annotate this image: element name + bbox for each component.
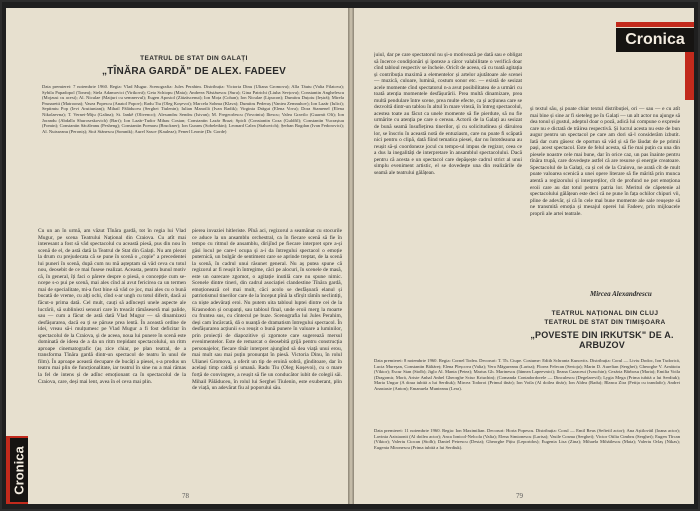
page-number-right: 79 [516,492,523,500]
article-column-3: juiul, dar pe care spectatorul nu și-o motivează pe dată sau e obligat să încerce condiționări și ipoteze a căror valabilitate o verifică doar cînd tabloul respectiv se încheie. Oricît de aceea, că cu toată agitația și contribuția maximă a elementelor și artelor ajutătoare ale scenei — muzică, culoare, lumină, costum sonor etc. — există de sesizat acele momente cînd spectatorul n-a avut posibilitatea de a urmări cu toată atenția momentele desfășurării. Prea multă dinamizare, prea multă pendulare între scene, prea multe efecte, ca și acțiunea care se dezvoltă dintr-un tablou în altul în mare viteză, în întreg spectacolul, acestea toate au făcut ca unele momente să fie pierdute, să nu fie urmărite cu atenția pe care o cereau. Actorii de la Galați au sesizat de bună seamă însuflețirea tinerilor, și cu solicitudinea și dăruirea lor, se înscriu în această notă de entuziasm, care nu poate fi scăpată nici pentru o clipă, dată fiind tematica piesei, dar nu întotdeauna au reușit să-și coordoneze jocul cu tempo-ul impus de regizor, ceea ce a dus la inegalități de interpretare în ansamblul spectacolului. Dacă pentru că acesta e un spectacol care depășește cadrul strict al unui simplu eveniment artistic, el se dovedește una din realizările de seamă ale teatrului gălățean. [374,52,522,176]
article-column-1: Cu un an în urmă, am văzut Tînăra gardă, tot în regia lui Vlad Mugur, pe scena Teatrului Național din Craiova. Cu atît mai interesant a fost să văd spectacolul cu această piesă, pus din nou în scenă de el, de astă dată la Teatrul de Stat din Galați. Nu am plecat la drum cu prejudecata că se pune în scenă o „copie" a precedentei lui puneri în scenă, după cum nu mă așteptam să văd ceva cu totul nou, deosebit de ce mai fusese realizat. Aceasta, pentru bunul motiv că, în general, îți faci o părere despre o piesă, o concepție cum se-ncepe s-o pui pe scenă, mai ales cînd ai avut fericirea ca un termen mai de specialitate, mi-a fost bine să văd ce joc, mai ales cu o bună bucată de vreme, cu alți ochi, cînd s-ar ungh cu totul diferit, dacă ai făcut-o prima dată. Cel mult, cauți să adîncești unele aspecte ale lucrării, să subliniezi sensuri care în treacăt rămăseseră mai palide, sau — cum a făcut de astă dată Vlad Mugur — să dinamizezi desfășurarea, dacă ea ți se păruse prea lentă. În această ordine de idei, vreau să-i mulțumesc pe Vlad Mugur a fi fost deficitar în spectacolul de la Craiova, și de aceea, noua lui punere în scenă este dominată de ideea de a da un ritm trepidant spectacolului, un ritm aproape cinematografic (aș zice chiar, pe plan teatral, de a transforma Tînăra gardă dintr-un spectacol de teatru în unul de film). În aproape această decupare de bucăți a piesei, s-a produs un teatru mai plin de funcționalitate, iar teatrul în sine nu a mai rămas la fel de intens și de adînc emoționant ca în spectacolul de la Craiova, care, deși mai lent, avea în el ceva mai plin. [38,228,186,385]
section-label [10,438,28,502]
section-tab-right [685,52,694,100]
article-column-4: și textul său, și poate chiar textul distribuției, ori — sau — e cu atît mai bine și sine ar fi sieteleg pe în Galați — un alt actor nu ajunge să dea tonul și gustul, adeptul doar o poză, adică lui compune o expresie care nu e dictată de trăirea respectivă. Și lucrul acesta nu este de bun augur pentru un spectacol pe care am dori să-l considerăm izbutit. Iată dar cum găsesc de oportun să văd și să fie lăudat de pe primii pași, acest spectacol. Este de felul acesta, să fie mai puțin ca una din piesele noastre cele mai bune, dar în orice caz, un pas înainte pentru tînăra trupă, care dovedește astfel că are resurse și energie creatoare. Spectacolul de la Galați, ca și cel de la Craiova, ne arată cît de mult poate valoarea scenică a unei opere literare să fie mărită prin munca atentă a regizorului și interpreților, cît de profund ne pot emoționa eroii care au dat totul pentru patria lor. Meritul de căpetenie al spectacolului gălățean este deci că ne pune în fața ochilor chipuri vii, pline de adevăr, și că în cele mai bune momente ale sale reușește să ne transmită emoția și mesajul operei lui Fadeev, prin mijloacele proprii ale artei teatrale. [530,106,680,217]
theatre-heading-timisoara: TEATRUL DE STAT DIN TIMIȘOARA [544,319,666,326]
cast-credits: Data premierei: 7 noiembrie 1960. Regia: Vlad Mugur. Scenografia: Jules Perahim. Distribuția: Victoria Dinu (Uliana Gromova); Alla Tăutu (Valia Filatova); Sybila Papadopol (Tonea); Stela Adamovici (Viriková); Geta Schiopu (Maia); Andreea Năstăsescu (Sura); Gina Patrichi (Liuba Sevțova); Constantin Anghelescu (Mojzusi cu acest); Al. Niculae (Maijuri cu semnervul); Eugen Apostol (Zăizăscenut); Ion Moța (Cohan); Ion Niculae (Lipucon); Dumitru Duțoiu (Ieșiră); Mirela Prunaretti (Matroona); Vasea Popescu (Anatol Popov); Radu Tiu (Oleg Koșevoi); Marcela Sohma (Klava); Dumitru Pederaș (Vaniea Zemnuhov); Ion Lazăr (Iulici); Septimiu Pop (Ievi Arutiunianț); Mihail Pălăduceu (Serghei Tiulenin); Iulian Manoilă (Ivan Radik); Virginia Drăgut (Elena Vova); Dora Stamenel (Elena Nikolaevna); T. Vernei-Miju (Galina); St. Iankě (Olivenco); Alexandru Sendru (Istvan); M. Fregeorlescu (Vovotniu) Iliescu; Valea Gravilo (Guarnit Olt); Ion Jorandu (Abdalla Shuroseskovich) (Bart); Ion Lazăr-Tudor Mihau Costan; Constantin Lazăr Brazi; Spicli (Constantin Coza (Guldfil); Constantin Vucrașiuu (Fomin); Constantin Săcăleanu (Pesheng); Constantin Poenaru (Bruckner); Ion Gurans (Sobeletkin); Leonard Calea (Stahovich); Șerban Bogdan (Ivan Fedorovici); Al. Nuisseanu (Peroniș); Sică Stănescu (Somnik); Aurel Sasce (Kauleaz); Fenerl Leonte (Dr. Gorde) [42,84,344,134]
section-band-right [616,22,694,27]
right-page [354,8,694,504]
article-column-2: pierea invaziei hitleriste. Pînă aci, regizorul a seamănat cu stocurile ce aduce la un ansamblu orchestral, ca în fiecare scenă să fie în tempo cu ritmul de ansamblu, dirijînd pe fiecare interpret spre a-și găsi locul pe care-l ocupa și a-i da întregului spectacol o emoție puternică, un bulgăr de sentiment care se aprinde treptat, de la scenă la scenă, în cadrul unui răsunet general. Nu aș putea spune că regizorul ar fi reușit în întregime, căci pe alocuri, în scenele de masă, este un oarecare zgomot, o agitație inutilă care nu spune nimic. Scenele dintre tineri, din cadrul asociației clandestine Tînăra gardă, emoționează cel mai mult, căci acolo se desfășoară elanul și patriotismul tinerilor care de la început pînă la sfîrșit rămîn neclintiți, ca niște adevărați eroi. Nu putem uita tabloul luptei dintre cei de la Krasnodon și ocupanți, sau tabloul final, unde eroii merg la moarte cu fruntea sus, cu cîntecul pe buze. Scenografia lui Jules Perahim, deși cam încărcată, dă o nuanță de dramatism întregului spectacol. În desfășurarea acțiunii s-a reușit o bună punere în valoare a luminilor, prin proiecții de diapozitive și zgomote care sugerează mersul evenimentelor. Este de remarcat o deosebită grijă pentru construcția personajelor, fiecare tînăr interpret ajungînd să dea viață unui erou, mai mult sau mai puțin pronunțat în piesă. Victoria Dinu, în rolul Ulianei Gromova, a oferit un tip de eroină sobră, gînditoare, dar în același timp caldă și umană. Radu Tiu (Oleg Koșevoi), cu o mare forță de convingere, a reușit să fie un conducător iubit de colegii săi. Mihail Pălăduceu, în rolul lui Serghei Tiulenin, este exuberant, plin de viață, un adevărat fiu al poporului său. [192,228,342,392]
section-label-text: Cronica [11,445,27,495]
section-label-right: Cronica [616,28,694,52]
page-number: 78 [182,492,189,500]
cast-credits-cluj: Data premierei: 8 noiembrie 1960. Regia: Cornel Todea. Decoruri: T. Th. Ciupe. Costume: Edith Schrantz Kunovits. Distribuția: Corul — Liviu Dodoc, Ion Tudorică, Lucia Mureșan, Constantin Băltăreț; Elena Pleșcova (Valia); Vera Măgureanu (Larisa); Florea Felecan (Serioja); Marin D. Aurelian (Serghei); Gheorghe V. Arnătoiu (Viktor); Escur Stan (Stolb); Jiglo Al. Manta (Petea); Marius Gh. Marinescu (Iúnnea Lapeevnici); Ileana Cazaceui (Ivaschin); Cezăria Bârbosu (Maria); Emilia Voila (Dragomir, Moră, Ariste Anhal Anhel Gheorghe Sciur Kriuchin); (Comanda Contadordorele — Dinculescu (Degelarevil); Lygia Mega (Prima iubită a lui Serdiuk); Maria Ungur (A doua iubită a lui Serdiuk); Mircea Todoroi (Primul tînăr); Ion Voila (Al doilea tînăr); Ion Aldea (Radu); Blanca Zira (Fetița cu trandafir); Andrei Anastasie (Anton); Emanuela Munteanu (Lera). [374,358,680,391]
article-title: „TÎNĂRA GARDĂ" DE ALEX. FADEEV [102,66,286,77]
author-signature: Mircea Alexandrescu [590,290,652,298]
left-page [6,8,348,504]
magazine-spread [2,2,698,509]
cast-credits-timisoara: Data premierei: 11 noiembrie 1960. Regia: Ion Maximilian. Decoruri: Horia Popescu. Distribuția: Corul — Emil Reus (Sefteiil actor); Ana Aștilovăil (Ioana actor); Lavinia Azistaonit (Al doilea actor); Anca Ionicol-Nelcola (Valia); Elena Simionescu (Larisa); Vasile Cosma (Serghei); Victor Otilia Cimbru (Serghei); Eugen Tîrcan (Viktor); Valeriu Ciocan (Stolb); Daniel Petrescu (Desta); Gheorghe Pițiu (Leporidos); Eugenia Lisa (Zina); Mihaela Mihăilescu (Maia); Valeriu Orlaș (Nikas); Eugenia Mironescu (Prima iubită a lui Serdiuk). [374,428,680,450]
article-title-2: „POVESTE DIN IRKUTSK" DE A. ARBUZOV [530,330,674,350]
theatre-heading-cluj: TEATRUL NAȚIONAL DIN CLUJ [551,310,659,317]
theatre-heading: TEATRUL DE STAT DIN GALAȚI [140,55,248,62]
